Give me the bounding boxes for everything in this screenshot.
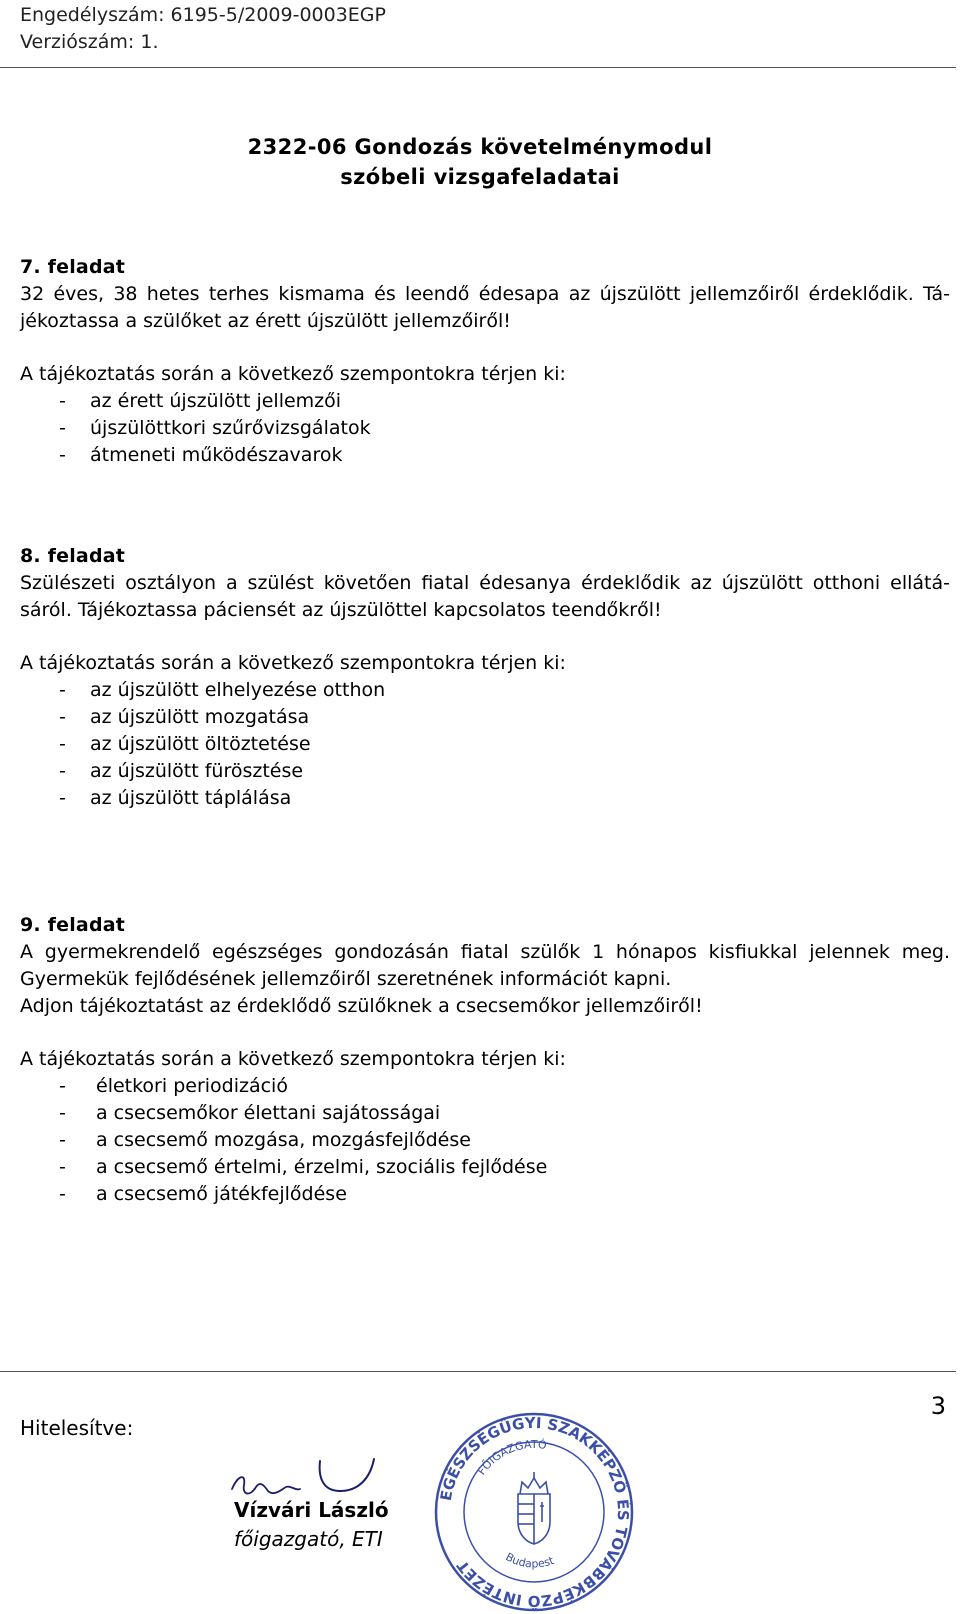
version-number: Verziószám: 1. (20, 31, 159, 53)
stamp-city-text: Budapest (503, 1550, 556, 1571)
title-line-1: 2322-06 Gondozás követelménymodul (247, 135, 713, 159)
task-bullet-list (20, 1073, 950, 1208)
list-item: - a csecsemőkor élettani sajátosságai (59, 1102, 441, 1124)
certified-label: Hitelesítve: (20, 1416, 134, 1440)
stamp-outer-text: EGÉSZSÉGÜGYI SZAKKÉPZŐ ÉS TOVÁBBKÉPZŐ INTÉZET (436, 1413, 633, 1611)
stamp-inner-text: FŐIGAZGATÓ (475, 1437, 548, 1478)
list-item: - az újszülött fürösztése (59, 760, 304, 782)
task-9 (20, 912, 950, 1208)
task-heading: 7. feladat (20, 256, 126, 278)
task-8 (20, 543, 950, 812)
list-item: - életkori periodizáció (59, 1075, 288, 1097)
document-title (0, 132, 960, 192)
task-lead: A tájékoztatás során a következő szempontokra térjen ki: (20, 1048, 566, 1070)
footer-divider (0, 1371, 956, 1372)
list-item: - átmeneti működészavarok (59, 444, 343, 466)
list-item: - az újszülött elhelyezése otthon (59, 679, 386, 701)
task-description: 32 éves, 38 hetes terhes kismama és leendő édesapa az újszülött jellemzőiről érdeklődik. Tá-jékoztassa a szülőket az érett újszülött jellemzőiről! (20, 283, 950, 332)
task-lead: A tájékoztatás során a következő szempontokra térjen ki: (20, 652, 566, 674)
task-description: A gyermekrendelő egészséges gondozásán fiatal szülők 1 hónapos kisfiukkal jelennek meg. Gyermekük fejlődésének jellemzőiről szeretnének információt kapni. (20, 941, 950, 990)
list-item: - az újszülött öltöztetése (59, 733, 311, 755)
document-header (20, 2, 386, 56)
signer-role: főigazgató, ETI (234, 1527, 383, 1551)
task-bullet-list (20, 677, 950, 812)
official-stamp-icon (430, 1410, 638, 1614)
svg-text:Budapest (503, 1550, 556, 1570)
list-item: - újszülöttkori szűrővizsgálatok (59, 417, 371, 439)
list-item: - a csecsemő értelmi, érzelmi, szociális fejlődése (59, 1156, 548, 1178)
task-lead: A tájékoztatás során a következő szempontokra térjen ki: (20, 363, 566, 385)
list-item: - az újszülött mozgatása (59, 706, 310, 728)
coat-of-arms-icon (518, 1472, 550, 1544)
list-item: - a csecsemő mozgása, mozgásfejlődése (59, 1129, 471, 1151)
task-bullet-list (20, 388, 950, 469)
signer-name: Vízvári László (234, 1498, 389, 1522)
title-line-2: szóbeli vizsgafeladatai (340, 165, 620, 189)
signer-block (234, 1496, 389, 1554)
task-heading: 8. feladat (20, 545, 126, 567)
page-number: 3 (930, 1392, 946, 1420)
task-heading: 9. feladat (20, 914, 126, 936)
task-7 (20, 254, 950, 469)
list-item: - a csecsemő játékfejlődése (59, 1183, 347, 1205)
task-instruction: Adjon tájékoztatást az érdeklődő szülőknek a csecsemőkor jellemzőiről! (20, 995, 703, 1017)
list-item: - az érett újszülött jellemzői (59, 390, 342, 412)
license-number: Engedélyszám: 6195-5/2009-0003EGP (20, 4, 386, 26)
task-description: Szülészeti osztályon a szülést követően fiatal édesanya érdeklődik az újszülött otthoni ellátá-sáról. Tájékoztassa páciensét az újszülöttel kapcsolatos teendőkről! (20, 572, 950, 621)
header-divider (0, 67, 956, 68)
list-item: - az újszülött táplálása (59, 787, 292, 809)
